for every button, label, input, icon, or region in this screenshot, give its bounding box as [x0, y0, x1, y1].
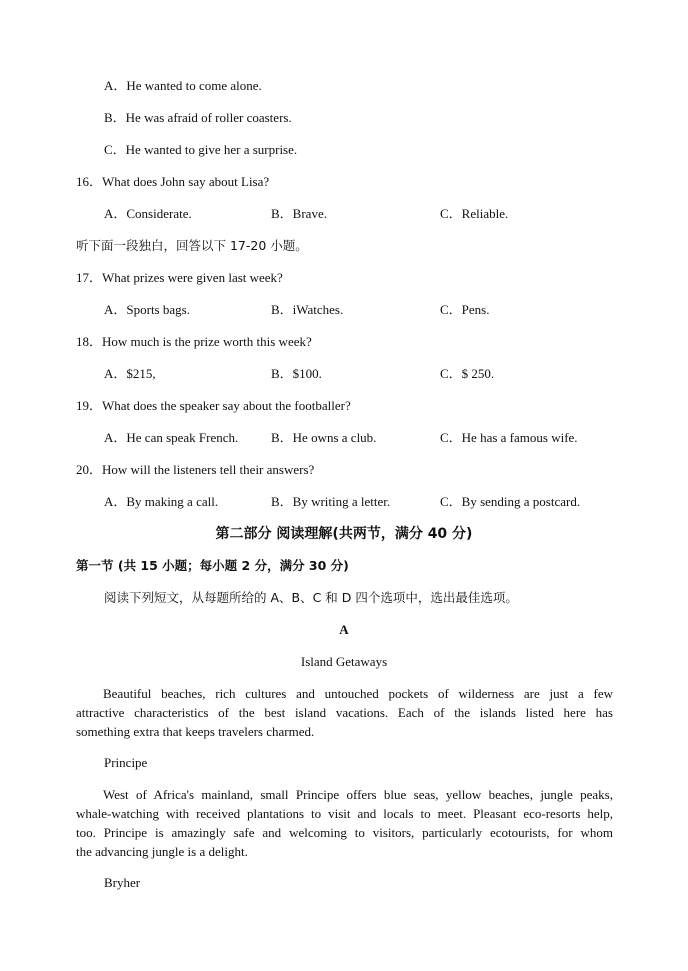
q19-option-a: A．He can speak French. — [104, 430, 239, 445]
passage-title: Island Getaways — [300, 654, 388, 669]
q20-option-c: C．By sending a postcard. — [440, 494, 581, 509]
q18-option-b: B．$100. — [271, 366, 322, 381]
question-16: 16．What does John say about Lisa? — [76, 174, 270, 189]
question-20: 20．How will the listeners tell their answers? — [76, 462, 315, 477]
q17-option-c: C．Pens. — [440, 302, 490, 317]
question-17-options — [104, 302, 664, 318]
question-16-options — [104, 206, 664, 222]
section1-title: 第一节 (共 15 小题；每小题 2 分，满分 30 分) — [76, 558, 349, 573]
question-18-options — [104, 366, 664, 382]
island-heading-principe: Principe — [104, 755, 148, 770]
principe-paragraph — [76, 785, 613, 861]
reading-instruction: 阅读下列短文，从每题所给的 A、B、C 和 D 四个选项中，选出最佳选项。 — [104, 590, 518, 605]
paragraph-line: West of Africa's mainland, small Principe offers blue seas, yellow beaches, jungle peaks, — [103, 787, 613, 802]
q16-option-c: C．Reliable. — [440, 206, 509, 221]
passage-intro-paragraph — [76, 684, 613, 741]
q17-option-a: A．Sports bags. — [104, 302, 190, 317]
q19-option-b: B．He owns a club. — [271, 430, 377, 445]
paragraph-line: whale-watching with received plantations to visit and locals to meet. Pleasant eco-resorts help, — [76, 806, 613, 821]
q15-option-a: A．He wanted to come alone. — [104, 78, 262, 93]
question-20-options — [104, 494, 664, 510]
paragraph-line: something extra that keeps travelers charmed. — [76, 724, 315, 739]
paragraph-line: attractive characteristics of the best island vacations. Each of the islands listed here has — [76, 705, 613, 720]
monologue-instruction: 听下面一段独白，回答以下 17-20 小题。 — [76, 238, 308, 253]
island-heading-bryher: Bryher — [104, 875, 141, 890]
part2-title: 第二部分 阅读理解(共两节，满分 40 分) — [215, 526, 473, 542]
q19-option-c: C．He has a famous wife. — [440, 430, 578, 445]
question-19: 19．What does the speaker say about the footballer? — [76, 398, 351, 413]
q20-option-b: B．By writing a letter. — [271, 494, 391, 509]
q15-option-c: C．He wanted to give her a surprise. — [104, 142, 298, 157]
q16-option-b: B．Brave. — [271, 206, 327, 221]
q18-option-a: A．$215, — [104, 366, 156, 381]
paragraph-line: too. Principe is amazingly safe and welcoming to visitors, particularly ecotourists, for whom — [76, 825, 613, 840]
q18-option-c: C．$ 250. — [440, 366, 495, 381]
question-19-options — [104, 430, 664, 446]
q20-option-a: A．By making a call. — [104, 494, 219, 509]
paragraph-line: the advancing jungle is a delight. — [76, 844, 248, 859]
passage-letter: A — [339, 622, 349, 637]
question-18: 18．How much is the prize worth this week? — [76, 334, 312, 349]
q17-option-b: B．iWatches. — [271, 302, 344, 317]
q15-option-b: B．He was afraid of roller coasters. — [104, 110, 292, 125]
q16-option-a: A．Considerate. — [104, 206, 192, 221]
question-17: 17．What prizes were given last week? — [76, 270, 283, 285]
paragraph-line: Beautiful beaches, rich cultures and untouched pockets of wilderness are just a few — [103, 686, 613, 701]
